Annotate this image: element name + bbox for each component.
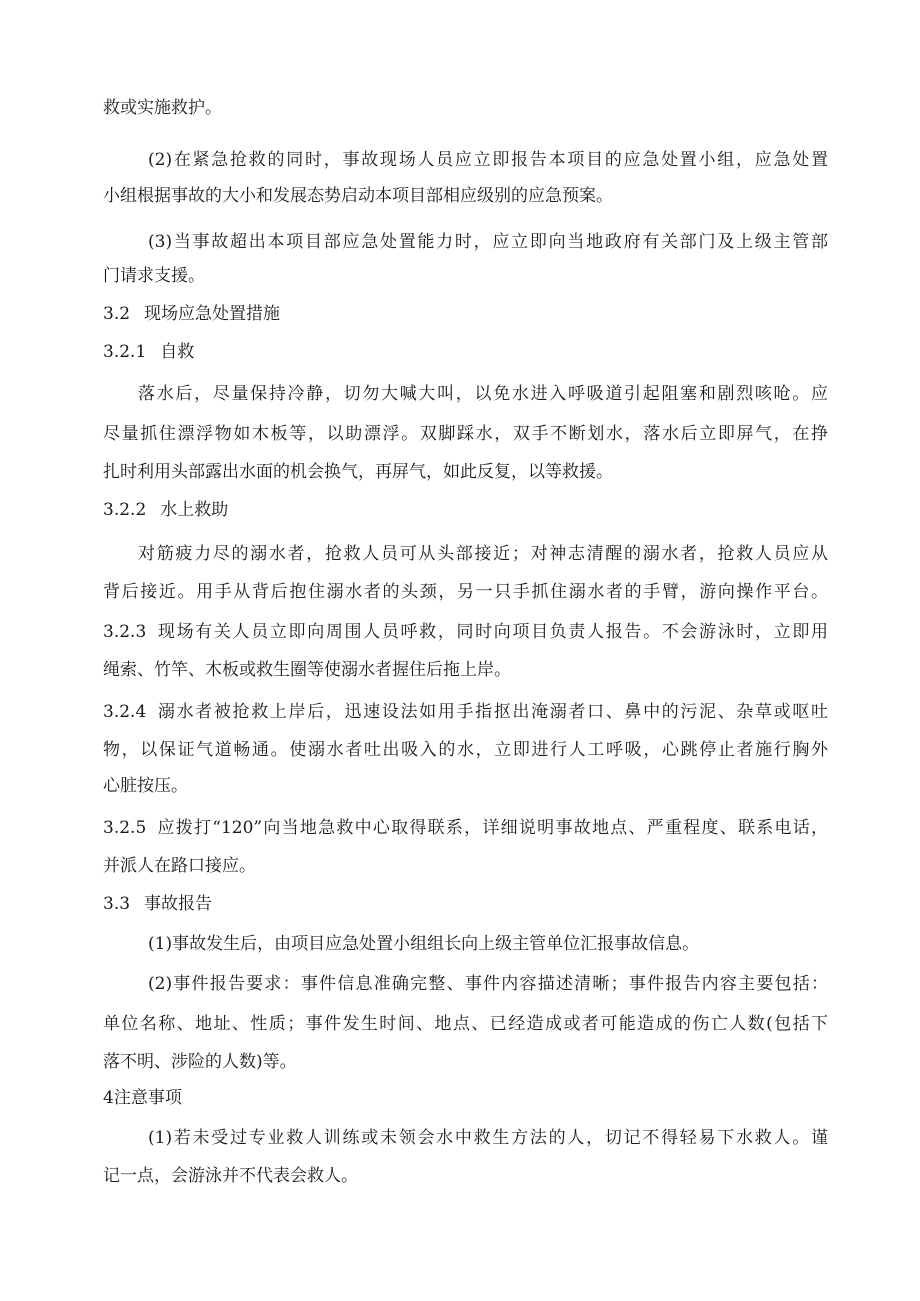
paragraph-line: 门请求支援。 [103, 266, 205, 286]
paragraph-line: (1)若未受过专业救人训练或未领会水中救生方法的人，切记不得轻易下水救人。谨 [148, 1128, 828, 1148]
numbered-paragraph-line [103, 816, 828, 840]
paragraph-text: 应拨打“120”向当地急救中心取得联系，详细说明事故地点、严重程度、联系电话， [156, 818, 828, 838]
section-number: 3.2.1 [103, 342, 147, 362]
paragraph-line: 并派人在路口接应。 [103, 856, 256, 876]
paragraph-line: 心脏按压。 [103, 776, 188, 796]
paragraph-line: 落不明、涉险的人数)等。 [103, 1052, 297, 1072]
paragraph-line: 绳索、竹竿、木板或救生圈等使溺水者握住后拖上岸。 [103, 660, 511, 680]
paragraph-line: 背后接近。用手从背后抱住溺水者的头颈，另一只手抓住溺水者的手臂，游向操作平台。 [103, 582, 828, 602]
paragraph-number: 3.2.3 [103, 622, 147, 642]
paragraph-number: 3.2.4 [103, 702, 147, 722]
paragraph-text: 溺水者被抢救上岸后，迅速设法如用手指抠出淹溺者口、鼻中的污泥、杂草或呕吐 [156, 702, 828, 722]
section-number: 3.2.2 [103, 500, 147, 520]
numbered-paragraph-line [103, 620, 828, 644]
paragraph-line: (2)事件报告要求：事件信息准确完整、事件内容描述清晰；事件报告内容主要包括： [148, 974, 828, 994]
paragraph-line: 救或实施救护。 [103, 98, 222, 118]
paragraph-line: 落水后，尽量保持冷静，切勿大喊大叫，以免水进入呼吸道引起阻塞和剧烈咳呛。应 [138, 384, 828, 404]
paragraph-line: 小组根据事故的大小和发展态势启动本项目部相应级别的应急预案。 [103, 186, 613, 206]
paragraph-line: 扎时利用头部露出水面的机会换气，再屏气，如此反复，以等救援。 [103, 462, 613, 482]
section-heading-3-2-2 [103, 498, 228, 522]
section-heading-3-3 [103, 892, 212, 916]
section-title: 注意事项 [113, 1088, 182, 1108]
section-number: 3.3 [103, 894, 131, 914]
paragraph-line: 记一点，会游泳并不代表会救人。 [103, 1166, 358, 1186]
section-title: 水上救助 [160, 500, 229, 520]
section-number: 3.2 [103, 304, 131, 324]
section-number: 4 [103, 1088, 114, 1108]
section-title: 现场应急处置措施 [144, 304, 281, 324]
paragraph-line: (1)事故发生后，由项目应急处置小组组长向上级主管单位汇报事故信息。 [148, 934, 700, 954]
section-heading-4 [103, 1086, 182, 1110]
paragraph-line: 单位名称、地址、性质；事件发生时间、地点、已经造成或者可能造成的伤亡人数(包括下 [103, 1014, 828, 1034]
paragraph-number: 3.2.5 [103, 818, 147, 838]
paragraph-line: 尽量抓住漂浮物如木板等，以助漂浮。双脚踩水，双手不断划水，落水后立即屏气，在挣 [103, 424, 828, 444]
numbered-paragraph-line [103, 700, 828, 724]
paragraph-line: 物，以保证气道畅通。使溺水者吐出吸入的水，立即进行人工呼吸，心跳停止者施行胸外 [103, 740, 828, 760]
section-title: 自救 [160, 342, 195, 362]
section-heading-3-2-1 [103, 340, 194, 364]
paragraph-line: (2)在紧急抢救的同时，事故现场人员应立即报告本项目的应急处置小组，应急处置 [148, 150, 828, 170]
paragraph-text: 现场有关人员立即向周围人员呼救，同时向项目负责人报告。不会游泳时，立即用 [156, 622, 828, 642]
section-title: 事故报告 [144, 894, 213, 914]
paragraph-line: (3)当事故超出本项目部应急处置能力时，应立即向当地政府有关部门及上级主管部 [148, 232, 828, 252]
paragraph-line: 对筋疲力尽的溺水者，抢救人员可从头部接近；对神志清醒的溺水者，抢救人员应从 [138, 544, 828, 564]
section-heading-3-2 [103, 302, 280, 326]
